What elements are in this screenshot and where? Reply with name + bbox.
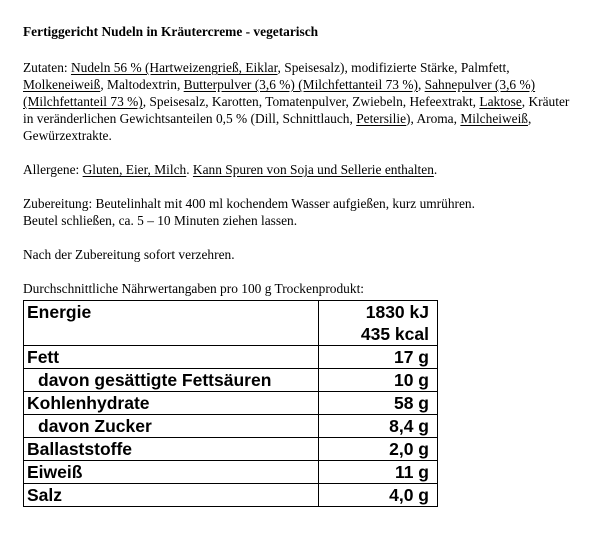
product-label-document [23,23,583,507]
nutrition-row [24,461,438,484]
nutrient-value-line: 10 g [393,370,429,390]
text-run: . [186,162,193,177]
preparation-paragraph [23,195,583,229]
nutrient-value-line: 1830 kJ [365,302,429,322]
nutrient-value-line: 58 g [393,393,429,413]
nutrient-value-line: 4,0 g [389,485,429,505]
nutrient-value [319,392,438,415]
text-run: Zutaten: [23,60,71,75]
nutrition-intro: Durchschnittliche Nährwertangaben pro 100 g Trockenprodukt: [23,281,365,296]
nutrient-label: Ballaststoffe [24,438,319,461]
serving-note: Nach der Zubereitung sofort verzehren. [23,247,235,262]
nutrient-value-line: 435 kcal [360,324,429,344]
underlined-text: Butterpulver (3,6 %) (Milchfettanteil 73 %) [183,77,418,92]
nutrient-label: Eiweiß [24,461,319,484]
nutrient-label: Salz [24,484,319,507]
nutrient-value [319,346,438,369]
nutrition-table-body [24,301,438,507]
nutrient-label: Energie [24,301,319,346]
text-run: Allergene: [23,162,83,177]
nutrient-value [319,438,438,461]
nutrient-value [319,461,438,484]
underlined-text: Molkeneiweiß [23,77,101,92]
text-run: , [417,77,425,92]
nutrient-value-line: 17 g [393,347,429,367]
nutrition-row [24,392,438,415]
text-run: , Gewürzextrakte. [23,111,532,143]
nutrient-value-line: 2,0 g [389,439,429,459]
nutrient-value [319,415,438,438]
nutrition-row [24,438,438,461]
text-run: . [433,162,438,177]
ingredients-paragraph [23,59,583,144]
text-run: Zubereitung: Beutelinhalt mit 400 ml kochendem Wasser aufgießen, kurz umrühren. [23,196,475,211]
nutrient-value-line: 8,4 g [389,416,429,436]
underlined-text: Laktose [479,94,522,109]
nutrient-label: Fett [24,346,319,369]
nutrient-value [319,301,438,346]
text-run: , Speisesalz, Karotten, Tomatenpulver, Zwiebeln, Hefeextrakt, [142,94,480,109]
underlined-text: Petersilie [356,111,407,126]
nutrient-value [319,484,438,507]
underlined-text: Milcheiweiß [460,111,529,126]
product-title: Fertiggericht Nudeln in Kräutercreme - vegetarisch [23,24,319,39]
nutrition-table [23,300,438,507]
nutrient-value-line: 11 g [394,462,429,482]
underlined-text: Sahnepulver (3,6 %) (Milchfettanteil 73 %) [23,77,536,109]
nutrition-row [24,346,438,369]
nutrition-row [24,301,438,346]
allergens-paragraph [23,161,583,178]
text-run: , Maltodextrin, [100,77,184,92]
underlined-text: Gluten, Eier, Milch [82,162,187,177]
text-run: Beutel schließen, ca. 5 – 10 Minuten ziehen lassen. [23,213,298,228]
underlined-text: Kann Spuren von Soja und Sellerie enthalten [192,162,434,177]
nutrition-row [24,484,438,507]
text-run: ), Aroma, [406,111,461,126]
nutrient-label: davon gesättigte Fettsäuren [24,369,319,392]
text-run: , Kräuter in veränderlichen Gewichtsanteilen 0,5 % (Dill, Schnittlauch, [23,94,570,126]
nutrient-value [319,369,438,392]
nutrient-label: Kohlenhydrate [24,392,319,415]
nutrition-row [24,415,438,438]
underlined-text: Nudeln 56 % (Hartweizengrieß, Eiklar [70,60,278,75]
nutrient-label: davon Zucker [24,415,319,438]
text-run: , Speisesalz), modifizierte Stärke, Palmfett, [277,60,510,75]
nutrition-row [24,369,438,392]
